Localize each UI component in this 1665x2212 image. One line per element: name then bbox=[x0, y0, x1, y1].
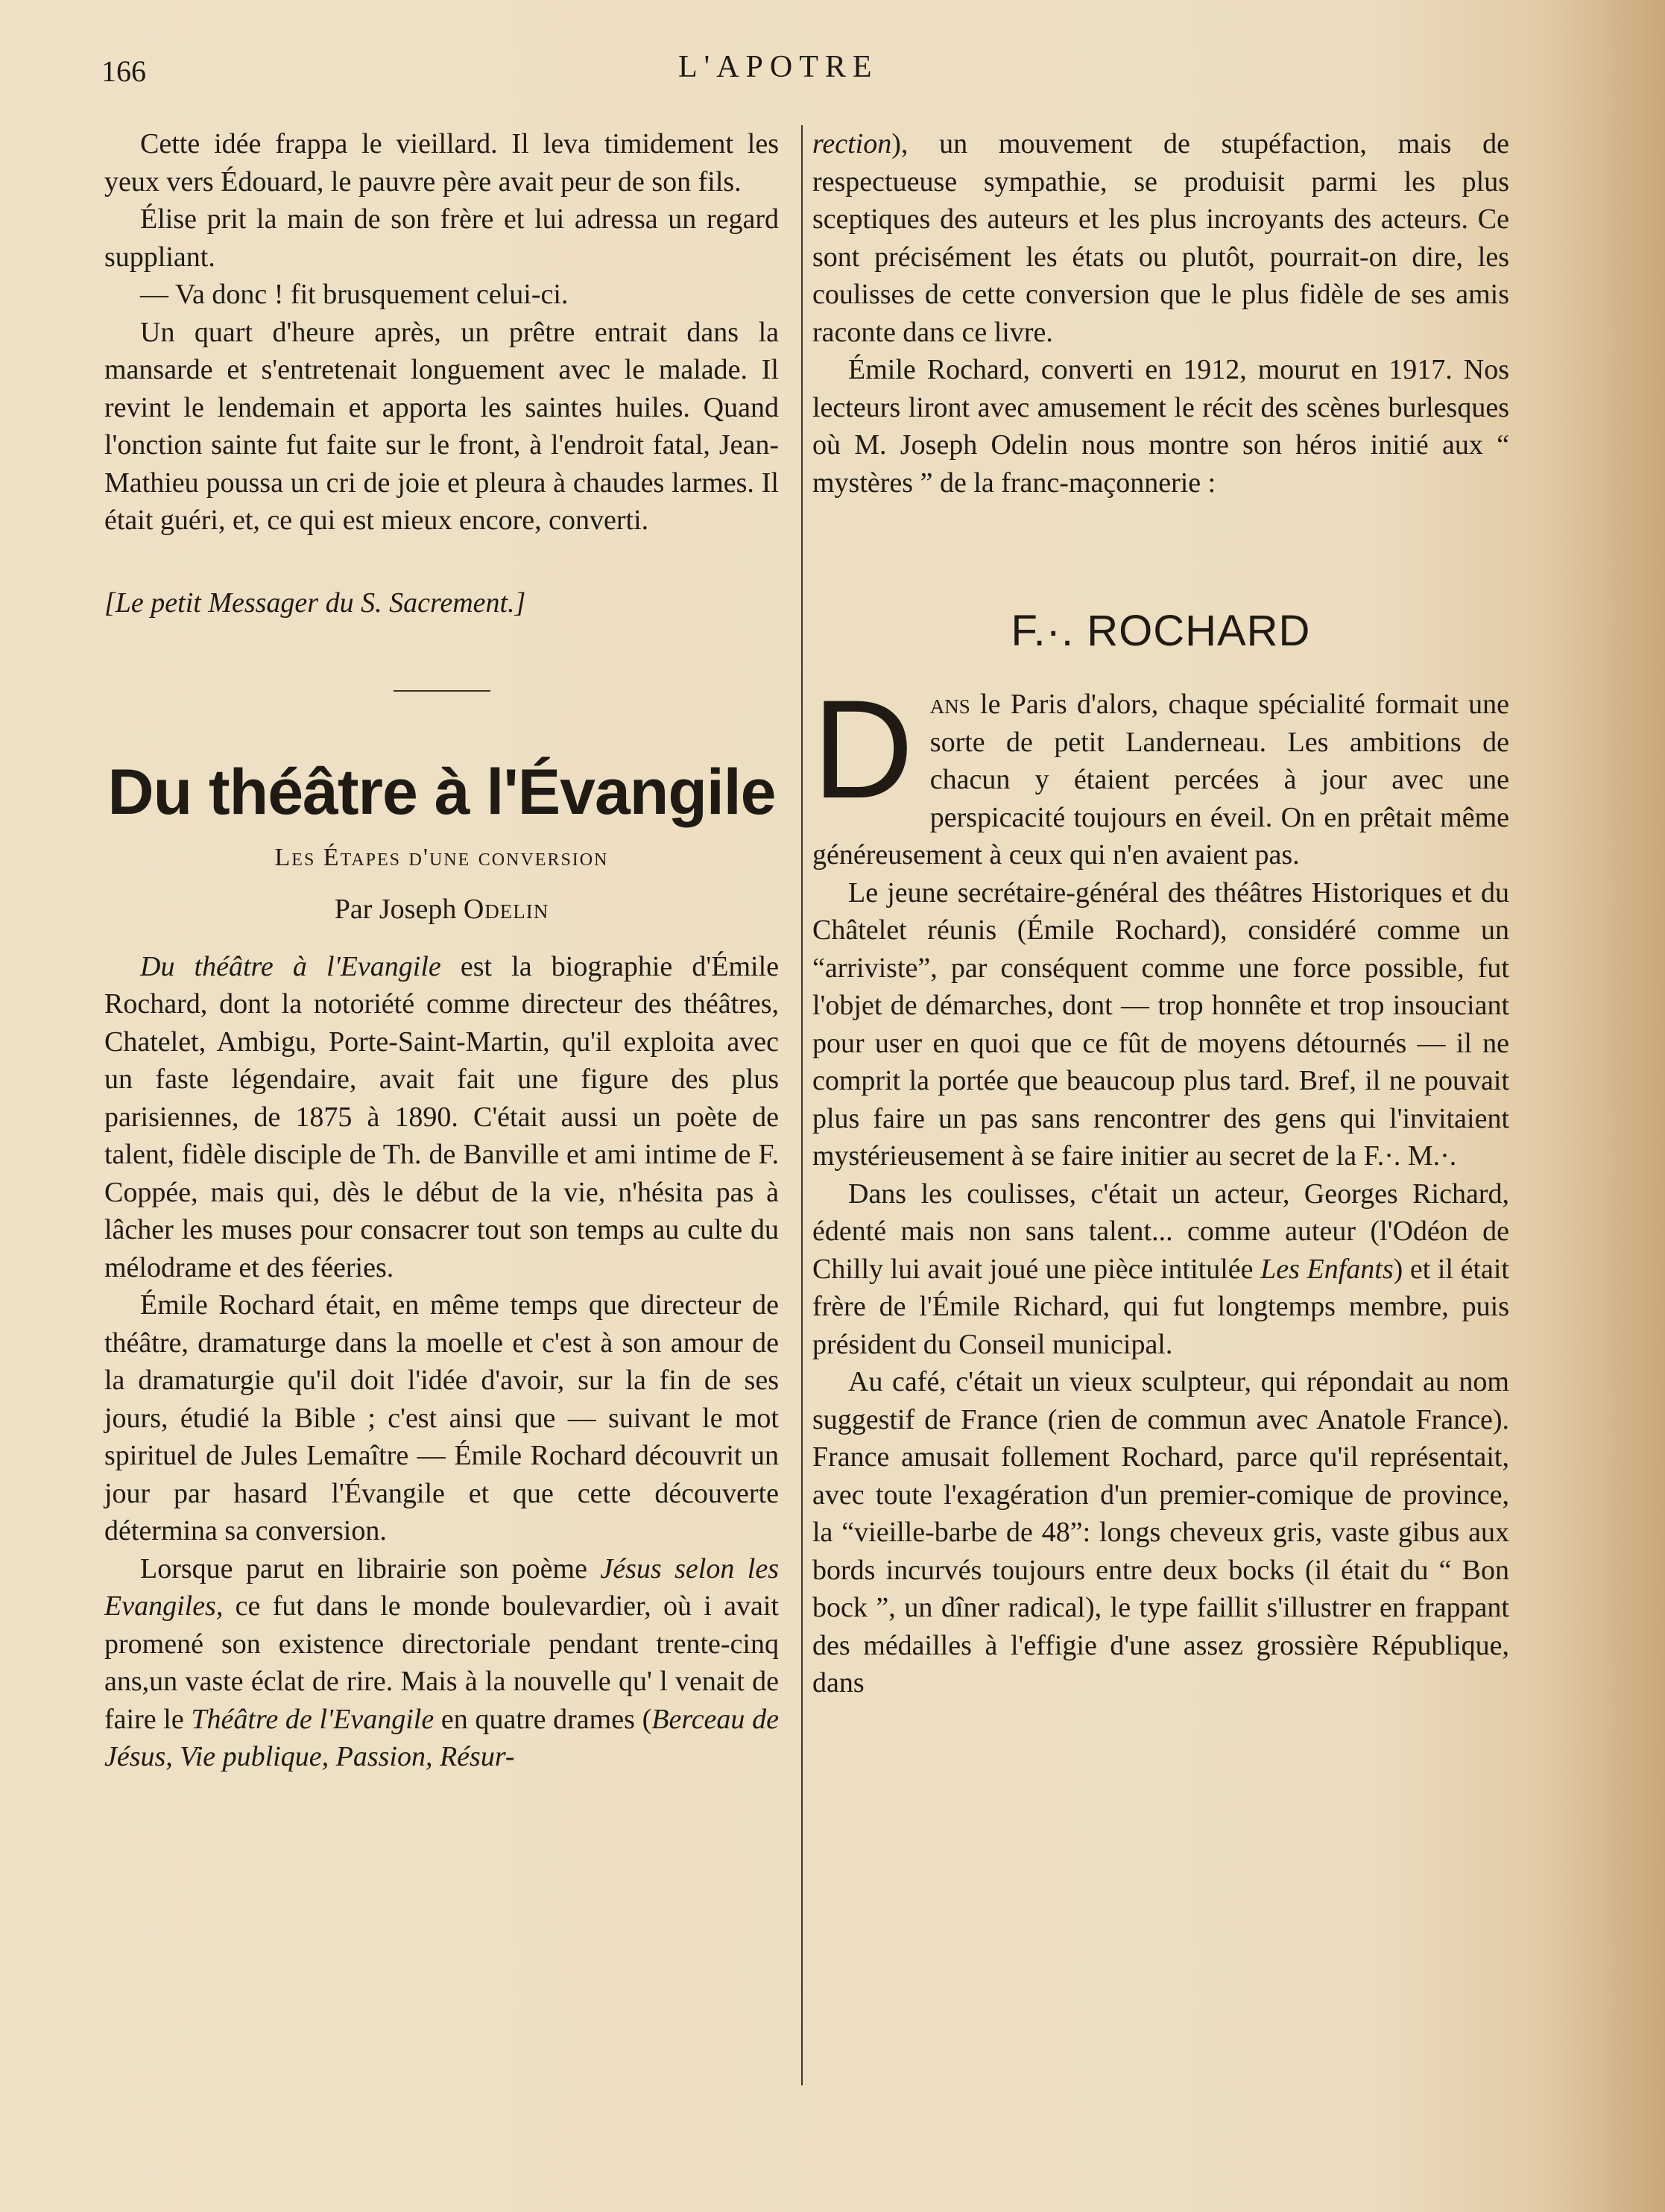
separator-rule bbox=[394, 690, 490, 692]
byline-author: Odelin bbox=[463, 893, 549, 925]
paragraph bbox=[812, 125, 1509, 351]
play-title: Les Enfants bbox=[1260, 1253, 1394, 1285]
right-column bbox=[812, 125, 1509, 1702]
text-run: le Paris d'alors, chaque spécialité formait une sorte de petit Landerneau. Les ambitions de chacun y étaient percées à jour avec une perspicacité toujours en éveil. On en prêtait même généreusement à ceux qui n'en avaient pas. bbox=[812, 689, 1509, 870]
paragraph: Cette idée frappa le vieillard. Il leva timidement les yeux vers Édouard, le pauvre père avait peur de son fils. bbox=[104, 128, 779, 197]
article-title: Du théâtre à l'Évangile bbox=[107, 756, 776, 828]
paragraph bbox=[104, 948, 779, 1287]
text-run: ce fut dans le monde boulevardier, où i avait promené son existence directoriale pendant trente-cinq ans,un vaste éclat de rire. Mais à la nouvelle qu' l venait de faire le bbox=[104, 1590, 779, 1735]
text-run: ) et il était frère de l'Émile Richard, qui fut longtemps membre, puis président du Conseil municipal. bbox=[812, 1253, 1509, 1360]
paragraph bbox=[104, 1550, 779, 1776]
paragraph bbox=[812, 1175, 1509, 1364]
book-title: Théâtre de l'Evangile bbox=[191, 1703, 435, 1735]
section-heading: F.·. ROCHARD bbox=[1011, 607, 1311, 655]
paragraph: Émile Rochard était, en même temps que directeur de théâtre, dramaturge dans la moelle et c'est à son amour de la dramaturgie qu'il doit l'idée d'avoir, sur la fin de ses jours, étudié la Bible ; c'est ainsi que — suivant le mot spirituel de Jules Lemaître — Émile Rochard découvrit un jour par hasard l'Évangile et que cette découverte détermina sa conversion. bbox=[104, 1289, 779, 1546]
text-run: est la biographie d'Émile Rochard, dont la notoriété comme directeur des théâtres, Chatelet, Ambigu, Porte-Saint-Martin, qu'il exploita avec un faste légendaire, avait fait une figure des plus parisiennes, de 1875 à 1890. C'était aussi un poète de talent, fidèle disciple de Th. de Banville et ami intime de F. Coppée, mais qui, dès le début de la vie, n'hésita pas à lâcher les muses pour consacrer tout son temps au culte du mélodrame et des féeries. bbox=[104, 950, 779, 1283]
text-run: en quatre drames ( bbox=[434, 1703, 652, 1735]
text-run: ), un mouvement de stupéfaction, mais de respectueuse sympathie, se produisit parmi les plus sceptiques des auteurs et les plus incroyants des acteurs. Ce sont précisément les états ou plutôt, pourrait-on dire, les coulisses de cette conversion que le plus fidèle de ses amis raconte dans ce livre. bbox=[812, 128, 1509, 348]
paragraph bbox=[812, 671, 1509, 874]
paragraph: Émile Rochard, converti en 1912, mourut en 1917. Nos lecteurs liront avec amusement le récit des scènes burlesques où M. Joseph Odelin nous montre son héros initié aux “ mystères ” de la franc-maçonnerie : bbox=[812, 354, 1509, 499]
paragraph: Au café, c'était un vieux sculpteur, qui répondait au nom suggestif de France (rien de commun avec Anatole France). France amusait follement Rochard, parce qu'il représentait, avec toute l'exagération d'un premier-comique de province, la “vieille-barbe de 48”: longs cheveux gris, vaste gibus aux bords incurvés toujours entre deux bocks (il était du “ Bon bock ”, un dîner radical), le type faillit s'illustrer en frappant des médailles à l'effigie d'une assez grossière République, dans bbox=[812, 1366, 1509, 1698]
dropcap-paragraph-wrap bbox=[812, 671, 1509, 874]
drama-title-continued: rection bbox=[812, 128, 892, 159]
paragraph: Le jeune secrétaire-général des théâtres Historiques et du Châtelet réunis (Émile Rochard), considéré comme un “arriviste”, par conséquent comme une force possible, fut l'objet de démarches, dont — trop honnête et trop insouciant pour user en quoi que ce fût de moyens détournés — il ne comprit la portée que beaucoup plus tard. Bref, il ne pouvait plus faire un pas sans rencontrer des gens qui l'invitaient mystérieusement à se faire initier au secret de la F.·. M.·. bbox=[812, 876, 1509, 1172]
paragraph: — Va donc ! fit brusquement celui-ci. bbox=[140, 279, 569, 310]
drop-cap: D bbox=[812, 671, 914, 827]
paragraph: Un quart d'heure après, un prêtre entrait dans la mansarde et s'entretenait longuement avec le malade. Il revint le lendemain et apporta les saintes huiles. Quand l'onction sainte fut faite sur le front, à l'endroit fatal, Jean-Mathieu poussa un cri de joie et pleura à chaudes larmes. Il était guéri, et, ce qui est mieux encore, converti. bbox=[104, 316, 779, 536]
book-title: Du théâtre à l'Evangile bbox=[140, 950, 441, 982]
page-number: 166 bbox=[101, 54, 146, 88]
byline bbox=[104, 893, 779, 926]
text-run: Dans les coulisses, c'était un acteur, Georges Richard, édenté mais non sans talent... comme auteur (l'Odéon de Chilly lui avait joué une pièce intitulée bbox=[812, 1178, 1509, 1285]
text-run: Lorsque parut en librairie son poème bbox=[140, 1552, 601, 1584]
byline-prefix: Par Joseph bbox=[334, 893, 464, 925]
left-column bbox=[104, 125, 779, 1776]
source-citation: [Le petit Messager du S. Sacrement.] bbox=[104, 587, 526, 619]
book-title: Jésus selon les Evangiles, bbox=[104, 1552, 779, 1622]
article-subtitle: Les Étapes d'une conversion bbox=[274, 843, 609, 871]
column-divider bbox=[801, 125, 803, 2085]
small-caps-run: ans bbox=[929, 689, 970, 720]
spacer bbox=[104, 540, 779, 584]
drama-titles: Berceau de Jésus, Vie publique, Passion, Résur- bbox=[104, 1703, 779, 1772]
paragraph: Élise prit la main de son frère et lui adressa un regard suppliant. bbox=[104, 203, 779, 273]
running-head: L'APOTRE bbox=[678, 50, 879, 84]
